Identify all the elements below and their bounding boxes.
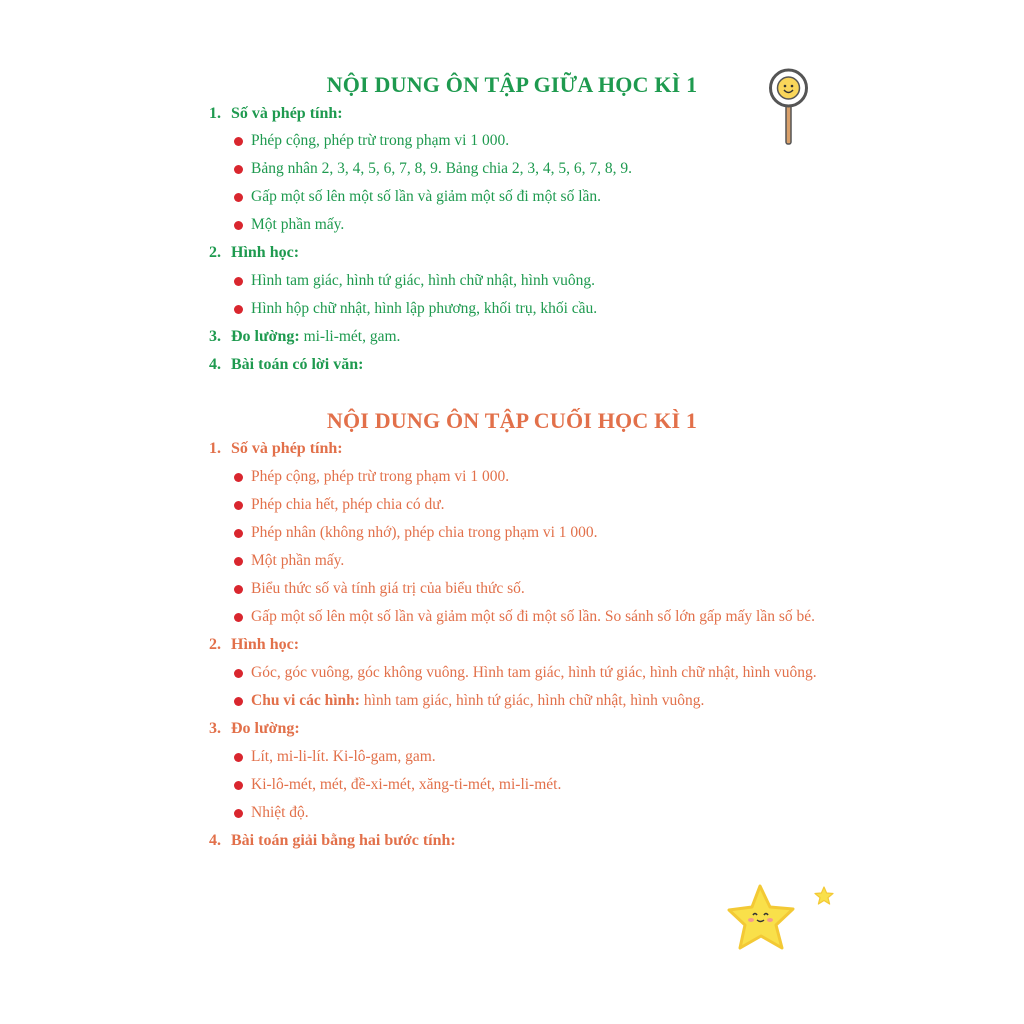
bullet-icon: [234, 557, 243, 566]
bullet-icon: [234, 753, 243, 762]
smiley-face: [778, 77, 800, 99]
bullet-icon: [234, 585, 243, 594]
lollipop-stick: [786, 104, 791, 144]
bullet-icon: [234, 305, 243, 314]
section-heading: 4. Bài toán giải bằng hai bước tính:: [209, 832, 456, 849]
section-heading: 2. Hình học:: [209, 244, 300, 261]
list-item: Nhiệt độ.: [251, 804, 309, 821]
list-item: Biểu thức số và tính giá trị của biểu thức số.: [251, 580, 525, 597]
list-item: Bảng nhân 2, 3, 4, 5, 6, 7, 8, 9. Bảng chia 2, 3, 4, 5, 6, 7, 8, 9.: [251, 160, 633, 177]
small-star-icon: [814, 886, 834, 906]
section-heading: 3. Đo lường: mi-li-mét, gam.: [209, 328, 401, 345]
bullet-icon: [234, 781, 243, 790]
page-title-final: NỘI DUNG ÔN TẬP CUỐI HỌC KÌ 1: [326, 408, 698, 433]
section-heading: 4. Bài toán có lời văn:: [209, 356, 364, 373]
lollipop-smiley-icon: [766, 68, 812, 148]
bullet-icon: [234, 529, 243, 538]
list-item: Phép nhân (không nhớ), phép chia trong phạm vi 1 000.: [251, 524, 598, 541]
list-item: Một phần mấy.: [251, 552, 345, 569]
list-item: Hình hộp chữ nhật, hình lập phương, khối trụ, khối cầu.: [251, 300, 598, 317]
bullet-icon: [234, 473, 243, 482]
list-item: Phép cộng, phép trừ trong phạm vi 1 000.: [251, 132, 510, 149]
list-item: Hình tam giác, hình tứ giác, hình chữ nhật, hình vuông.: [251, 272, 595, 289]
smiling-star-icon: [726, 880, 806, 954]
list-item: Phép chia hết, phép chia có dư.: [251, 496, 445, 513]
list-item: Góc, góc vuông, góc không vuông. Hình tam giác, hình tứ giác, hình chữ nhật, hình vuông.: [251, 664, 817, 681]
bullet-icon: [234, 193, 243, 202]
list-item: Phép cộng, phép trừ trong phạm vi 1 000.: [251, 468, 510, 485]
list-item: Ki-lô-mét, mét, đề-xi-mét, xăng-ti-mét, mi-li-mét.: [251, 776, 562, 793]
section-heading: 1. Số và phép tính:: [209, 105, 343, 122]
section-heading: 3. Đo lường:: [209, 720, 300, 737]
bullet-icon: [234, 697, 243, 706]
bullet-icon: [234, 669, 243, 678]
bullet-icon: [234, 221, 243, 230]
list-item: Gấp một số lên một số lần và giảm một số đi một số lần. So sánh số lớn gấp mấy lần số bé.: [251, 608, 815, 625]
list-item: Lít, mi-li-lít. Ki-lô-gam, gam.: [251, 748, 436, 765]
star-body: [729, 886, 793, 948]
list-item: Một phần mấy.: [251, 216, 345, 233]
bullet-icon: [234, 613, 243, 622]
section-heading: 2. Hình học:: [209, 636, 300, 653]
section-heading: 1. Số và phép tính:: [209, 440, 343, 457]
list-item: Chu vi các hình: hình tam giác, hình tứ giác, hình chữ nhật, hình vuông.: [251, 692, 705, 709]
list-item: Gấp một số lên một số lần và giảm một số đi một số lần.: [251, 188, 602, 205]
bullet-icon: [234, 277, 243, 286]
page-title-midterm: NỘI DUNG ÔN TẬP GIỮA HỌC KÌ 1: [326, 72, 698, 97]
bullet-icon: [234, 809, 243, 818]
bullet-icon: [234, 165, 243, 174]
bullet-icon: [234, 137, 243, 146]
bullet-icon: [234, 501, 243, 510]
